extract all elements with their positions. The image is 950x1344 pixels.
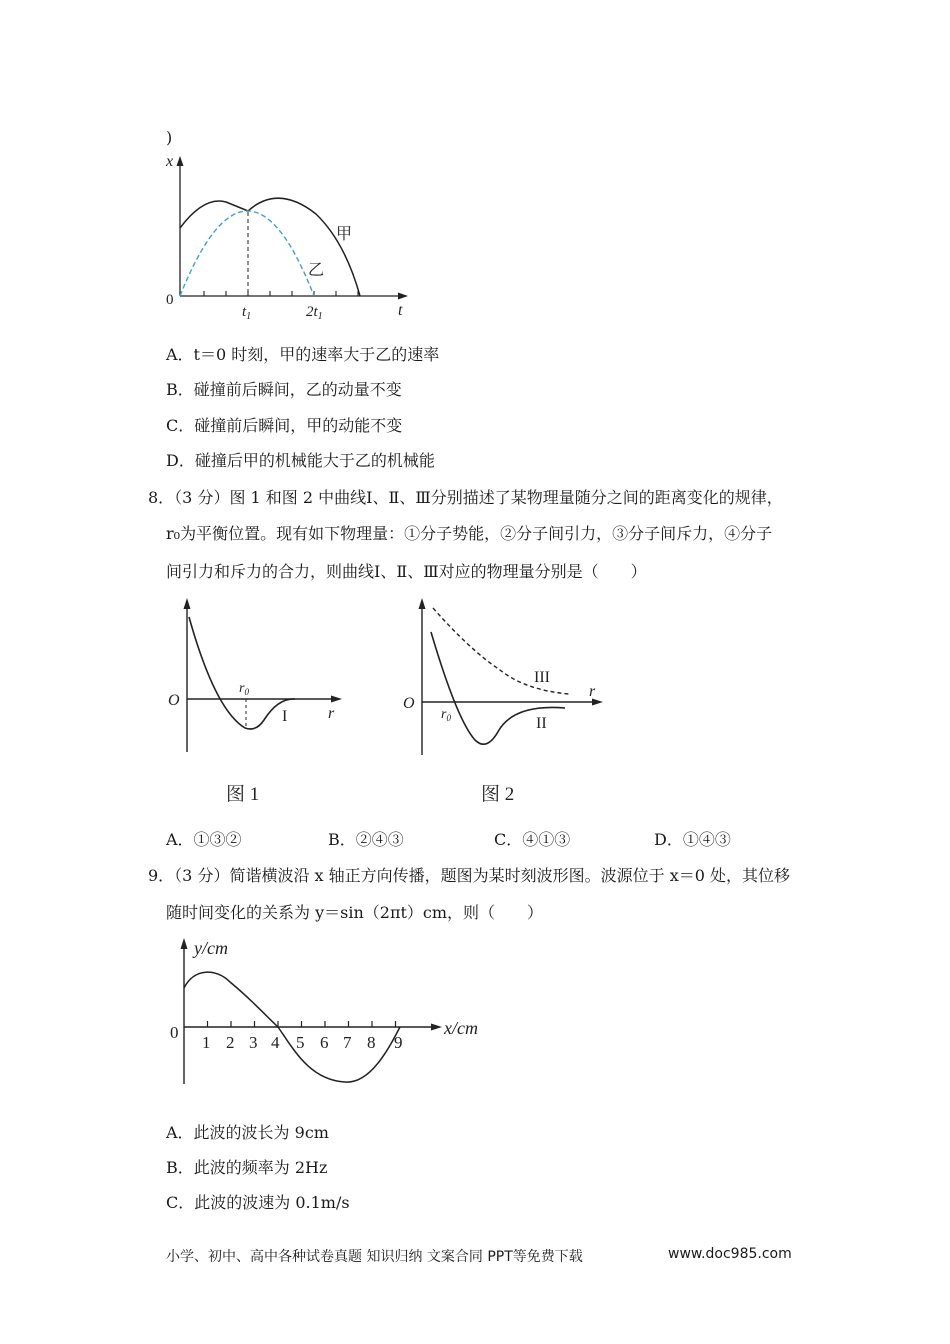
q7-y-label: x xyxy=(166,153,174,170)
fig2-curve-II-label: II xyxy=(536,715,547,732)
q9-option-c[interactable]: C．此波的波速为 0.1m/s xyxy=(166,1193,350,1212)
fig1-y-axis-arrow xyxy=(184,598,191,609)
q9-stem-line1: 9．（3 分）简谐横波沿 x 轴正方向传播，题图为某时刻波形图。波源位于 x＝0 处，其位移 xyxy=(148,866,791,885)
q9-y-label: y/cm xyxy=(194,938,228,958)
fig1-origin: O xyxy=(168,692,180,709)
q8-option-a[interactable]: A．①③② xyxy=(166,830,242,849)
fig2-r0-label: $r_0$ xyxy=(441,707,451,723)
q7-t1-label: $t_1$ xyxy=(242,304,252,322)
q7-origin: 0 xyxy=(166,292,174,308)
q9-tick-9: 9 xyxy=(394,1033,403,1052)
fig2-caption: 图 2 xyxy=(481,784,515,805)
q7-option-a[interactable]: A．t＝0 时刻，甲的速率大于乙的速率 xyxy=(166,345,440,364)
q9-tick-3: 3 xyxy=(249,1033,258,1052)
q7-curve-yi xyxy=(180,211,314,296)
fig2-axis-label: r xyxy=(589,683,596,700)
q8-figure-2 xyxy=(395,590,615,810)
q7-2t1-label: $2t_1$ xyxy=(306,304,323,322)
q7-x-axis-arrow xyxy=(398,293,408,300)
q8-option-d[interactable]: D．①④③ xyxy=(654,830,731,849)
q7-option-c[interactable]: C．碰撞前后瞬间，甲的动能不变 xyxy=(166,416,403,435)
q9-tick-4: 4 xyxy=(271,1033,280,1052)
q7-x-label: t xyxy=(398,302,403,319)
q9-tick-1: 1 xyxy=(202,1033,211,1052)
q7-curve-jia xyxy=(180,198,360,296)
q8-figure-1 xyxy=(160,590,360,810)
q9-tick-6: 6 xyxy=(320,1033,329,1052)
fig1-curve-I xyxy=(189,617,295,729)
q8-stem-line2: r₀为平衡位置。现有如下物理量：①分子势能，②分子间引力，③分子间斥力，④分子 xyxy=(166,524,773,543)
q9-tick-5: 5 xyxy=(296,1033,305,1052)
q9-tick-7: 7 xyxy=(343,1033,352,1052)
fig1-r0-label: $r_0$ xyxy=(239,681,249,697)
q9-stem-line2: 随时间变化的关系为 y＝sin（2πt）cm，则（ ） xyxy=(166,903,544,922)
q9-wave-graph xyxy=(160,930,500,1095)
q9-option-a[interactable]: A．此波的波长为 9cm xyxy=(166,1123,329,1142)
fig2-origin: O xyxy=(403,695,415,712)
q7-yi-label: 乙 xyxy=(308,262,325,279)
fig1-curve-label: I xyxy=(282,708,288,725)
fig1-axis-label: r xyxy=(328,705,335,722)
q9-tick-2: 2 xyxy=(226,1033,235,1052)
q9-tick-8: 8 xyxy=(367,1033,376,1052)
q7-jia-label: 甲 xyxy=(336,226,353,243)
footer-promo-text: 小学、初中、高中各种试卷真题 知识归纳 文案合同 PPT等免费下载 xyxy=(166,1249,583,1265)
q9-x-axis-arrow xyxy=(431,1024,442,1031)
footer-website-link[interactable]: www.doc985.com xyxy=(668,1246,792,1262)
q7-position-time-graph xyxy=(160,150,420,325)
q8-option-c[interactable]: C．④①③ xyxy=(494,830,571,849)
q7-option-d[interactable]: D．碰撞后甲的机械能大于乙的机械能 xyxy=(166,451,435,470)
fig2-y-axis-arrow xyxy=(419,598,426,609)
q8-option-b[interactable]: B．②④③ xyxy=(328,830,404,849)
q8-stem-line3: 间引力和斥力的合力，则曲线Ⅰ、Ⅱ、Ⅲ对应的物理量分别是（ ） xyxy=(166,562,647,581)
q9-origin: 0 xyxy=(170,1023,179,1042)
q9-y-axis-arrow xyxy=(181,938,188,949)
question-fragment-paren: ) xyxy=(166,128,173,147)
fig1-x-axis-arrow xyxy=(331,696,342,703)
fig1-caption: 图 1 xyxy=(226,784,260,805)
q9-x-label: x/cm xyxy=(444,1018,478,1038)
q9-option-b[interactable]: B．此波的频率为 2Hz xyxy=(166,1158,328,1177)
q7-y-axis-arrow xyxy=(177,156,184,166)
q7-option-b[interactable]: B．碰撞前后瞬间，乙的动量不变 xyxy=(166,380,402,399)
fig2-curve-III-label: III xyxy=(534,669,550,686)
q8-stem-line1: 8．（3 分）图 1 和图 2 中曲线Ⅰ、Ⅱ、Ⅲ分别描述了某物理量随分之间的距离变化的规律， xyxy=(148,488,783,507)
